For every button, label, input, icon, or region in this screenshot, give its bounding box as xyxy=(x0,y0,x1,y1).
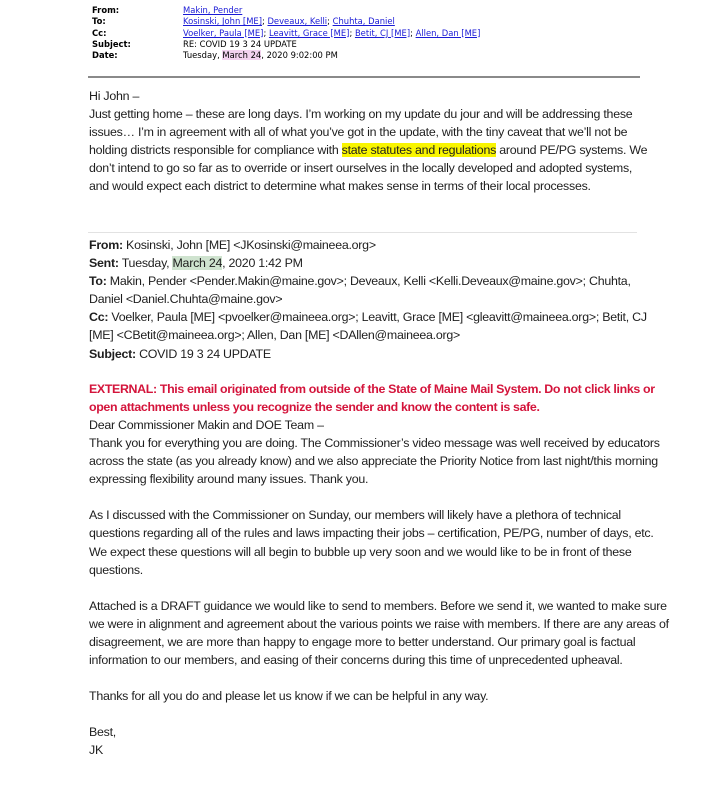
to-link[interactable]: Kosinski, John [ME] xyxy=(183,16,262,27)
highlighted-text: state statutes and regulations xyxy=(341,143,497,158)
header-cc-row: Cc: Voelker, Paula [ME]; Leavitt, Grace [ME]; Betit, CJ [ME]; Allen, Dan [ME] xyxy=(92,27,481,38)
signature: JK xyxy=(89,743,103,758)
closing: Best, xyxy=(89,725,116,740)
external-warning: EXTERNAL: This email originated from outside of the State of Maine Mail System. Do not click links or open attachments unless you recognize the sender and know the content is safe. xyxy=(89,382,655,415)
fwd-cc: Cc: Voelker, Paula [ME] <pvoelker@maineea.org>; Leavitt, Grace [ME] <gleavitt@maineea.org>; Betit, CJ [ME] <CBetit@maineea.org>; Allen, Dan [ME] <DAllen@maineea.org> xyxy=(89,310,647,343)
cc-link[interactable]: Voelker, Paula [ME] xyxy=(183,27,264,38)
subject-value: RE: COVID 19 3 24 UPDATE xyxy=(183,38,297,49)
sent-date-highlight: March 24 xyxy=(172,256,223,271)
fwd-sent: Sent: Tuesday, March 24, 2020 1:42 PM xyxy=(89,256,303,271)
date-label: Date: xyxy=(92,50,118,61)
forward-divider xyxy=(88,232,637,233)
reply-paragraph: Just getting home – these are long days. I’m working on my update du jour and will be addressing these issues… I’m in agreement with all of what you’ve got in the update, with the tiny caveat that we’ll not be holding districts responsible for compliance with state statutes and regulations around PE/PG systems. We don’t intend to go so far as to override or insert ourselves in the locally developed and adopted systems, and would expect each district to determine what makes sense in terms of their local processes. xyxy=(89,107,648,194)
header-from-row xyxy=(92,5,480,16)
reply-greeting: Hi John – xyxy=(89,89,140,103)
message-body xyxy=(89,416,669,759)
date-value: Tuesday, March 24, 2020 9:02:00 PM xyxy=(183,50,338,61)
email-header xyxy=(92,5,480,61)
to-link[interactable]: Deveaux, Kelli xyxy=(267,16,328,27)
header-divider xyxy=(88,76,640,78)
date-highlight: March 24 xyxy=(222,50,262,61)
fwd-from: From: Kosinski, John [ME] <JKosinski@maineea.org> xyxy=(89,238,376,252)
message-paragraph: As I discussed with the Commissioner on Sunday, our members will likely have a plethora of technical questions regarding all of the rules and laws impacting their jobs – certification, PE/PG, number of days, etc. We expect these questions will all begin to bubble up very soon and we would like to be in front of these questions. xyxy=(89,508,654,577)
message-paragraph: Thanks for all you do and please let us know if we can be helpful in any way. xyxy=(89,689,489,704)
from-link[interactable]: Makin, Pender xyxy=(183,5,243,15)
cc-label: Cc: xyxy=(92,27,107,38)
to-link[interactable]: Chuhta, Daniel xyxy=(332,16,395,27)
subject-label: Subject: xyxy=(92,38,131,49)
fwd-subject: Subject: COVID 19 3 24 UPDATE xyxy=(89,346,271,361)
cc-link[interactable]: Betit, CJ [ME] xyxy=(354,27,411,38)
cc-link[interactable]: Allen, Dan [ME] xyxy=(415,27,481,38)
forwarded-header xyxy=(89,236,659,363)
fwd-to: To: Makin, Pender <Pender.Makin@maine.gov>; Deveaux, Kelli <Kelli.Deveaux@maine.gov>; Chuhta, Daniel <Daniel.Chuhta@maine.gov> xyxy=(89,274,631,307)
from-label: From: xyxy=(92,5,120,15)
header-subject-row xyxy=(92,39,480,50)
to-label: To: xyxy=(92,16,106,27)
cc-link[interactable]: Leavitt, Grace [ME] xyxy=(268,27,350,38)
header-to-row: To: Kosinski, John [ME]; Deveaux, Kelli; Chuhta, Daniel xyxy=(92,16,395,27)
salutation: Dear Commissioner Makin and DOE Team – xyxy=(89,418,324,432)
message-paragraph: Thank you for everything you are doing. The Commissioner’s video message was well received by educators across the state (as you already know) and we also appreciate the Priority Notice from last night/this morning expressing flexibility around many issues. Thank you. xyxy=(89,436,660,487)
reply-body xyxy=(89,87,649,196)
header-date-row xyxy=(92,50,480,61)
message-paragraph: Attached is a DRAFT guidance we would like to send to members. Before we send it, we wanted to make sure we were in alignment and agreement about the various points we raise with members. If there are any areas of disagreement, we are more than happy to engage more to better understand. Our primary goal is factual information to our members, and easing of their concerns during this time of unprecedented upheaval. xyxy=(89,598,669,668)
